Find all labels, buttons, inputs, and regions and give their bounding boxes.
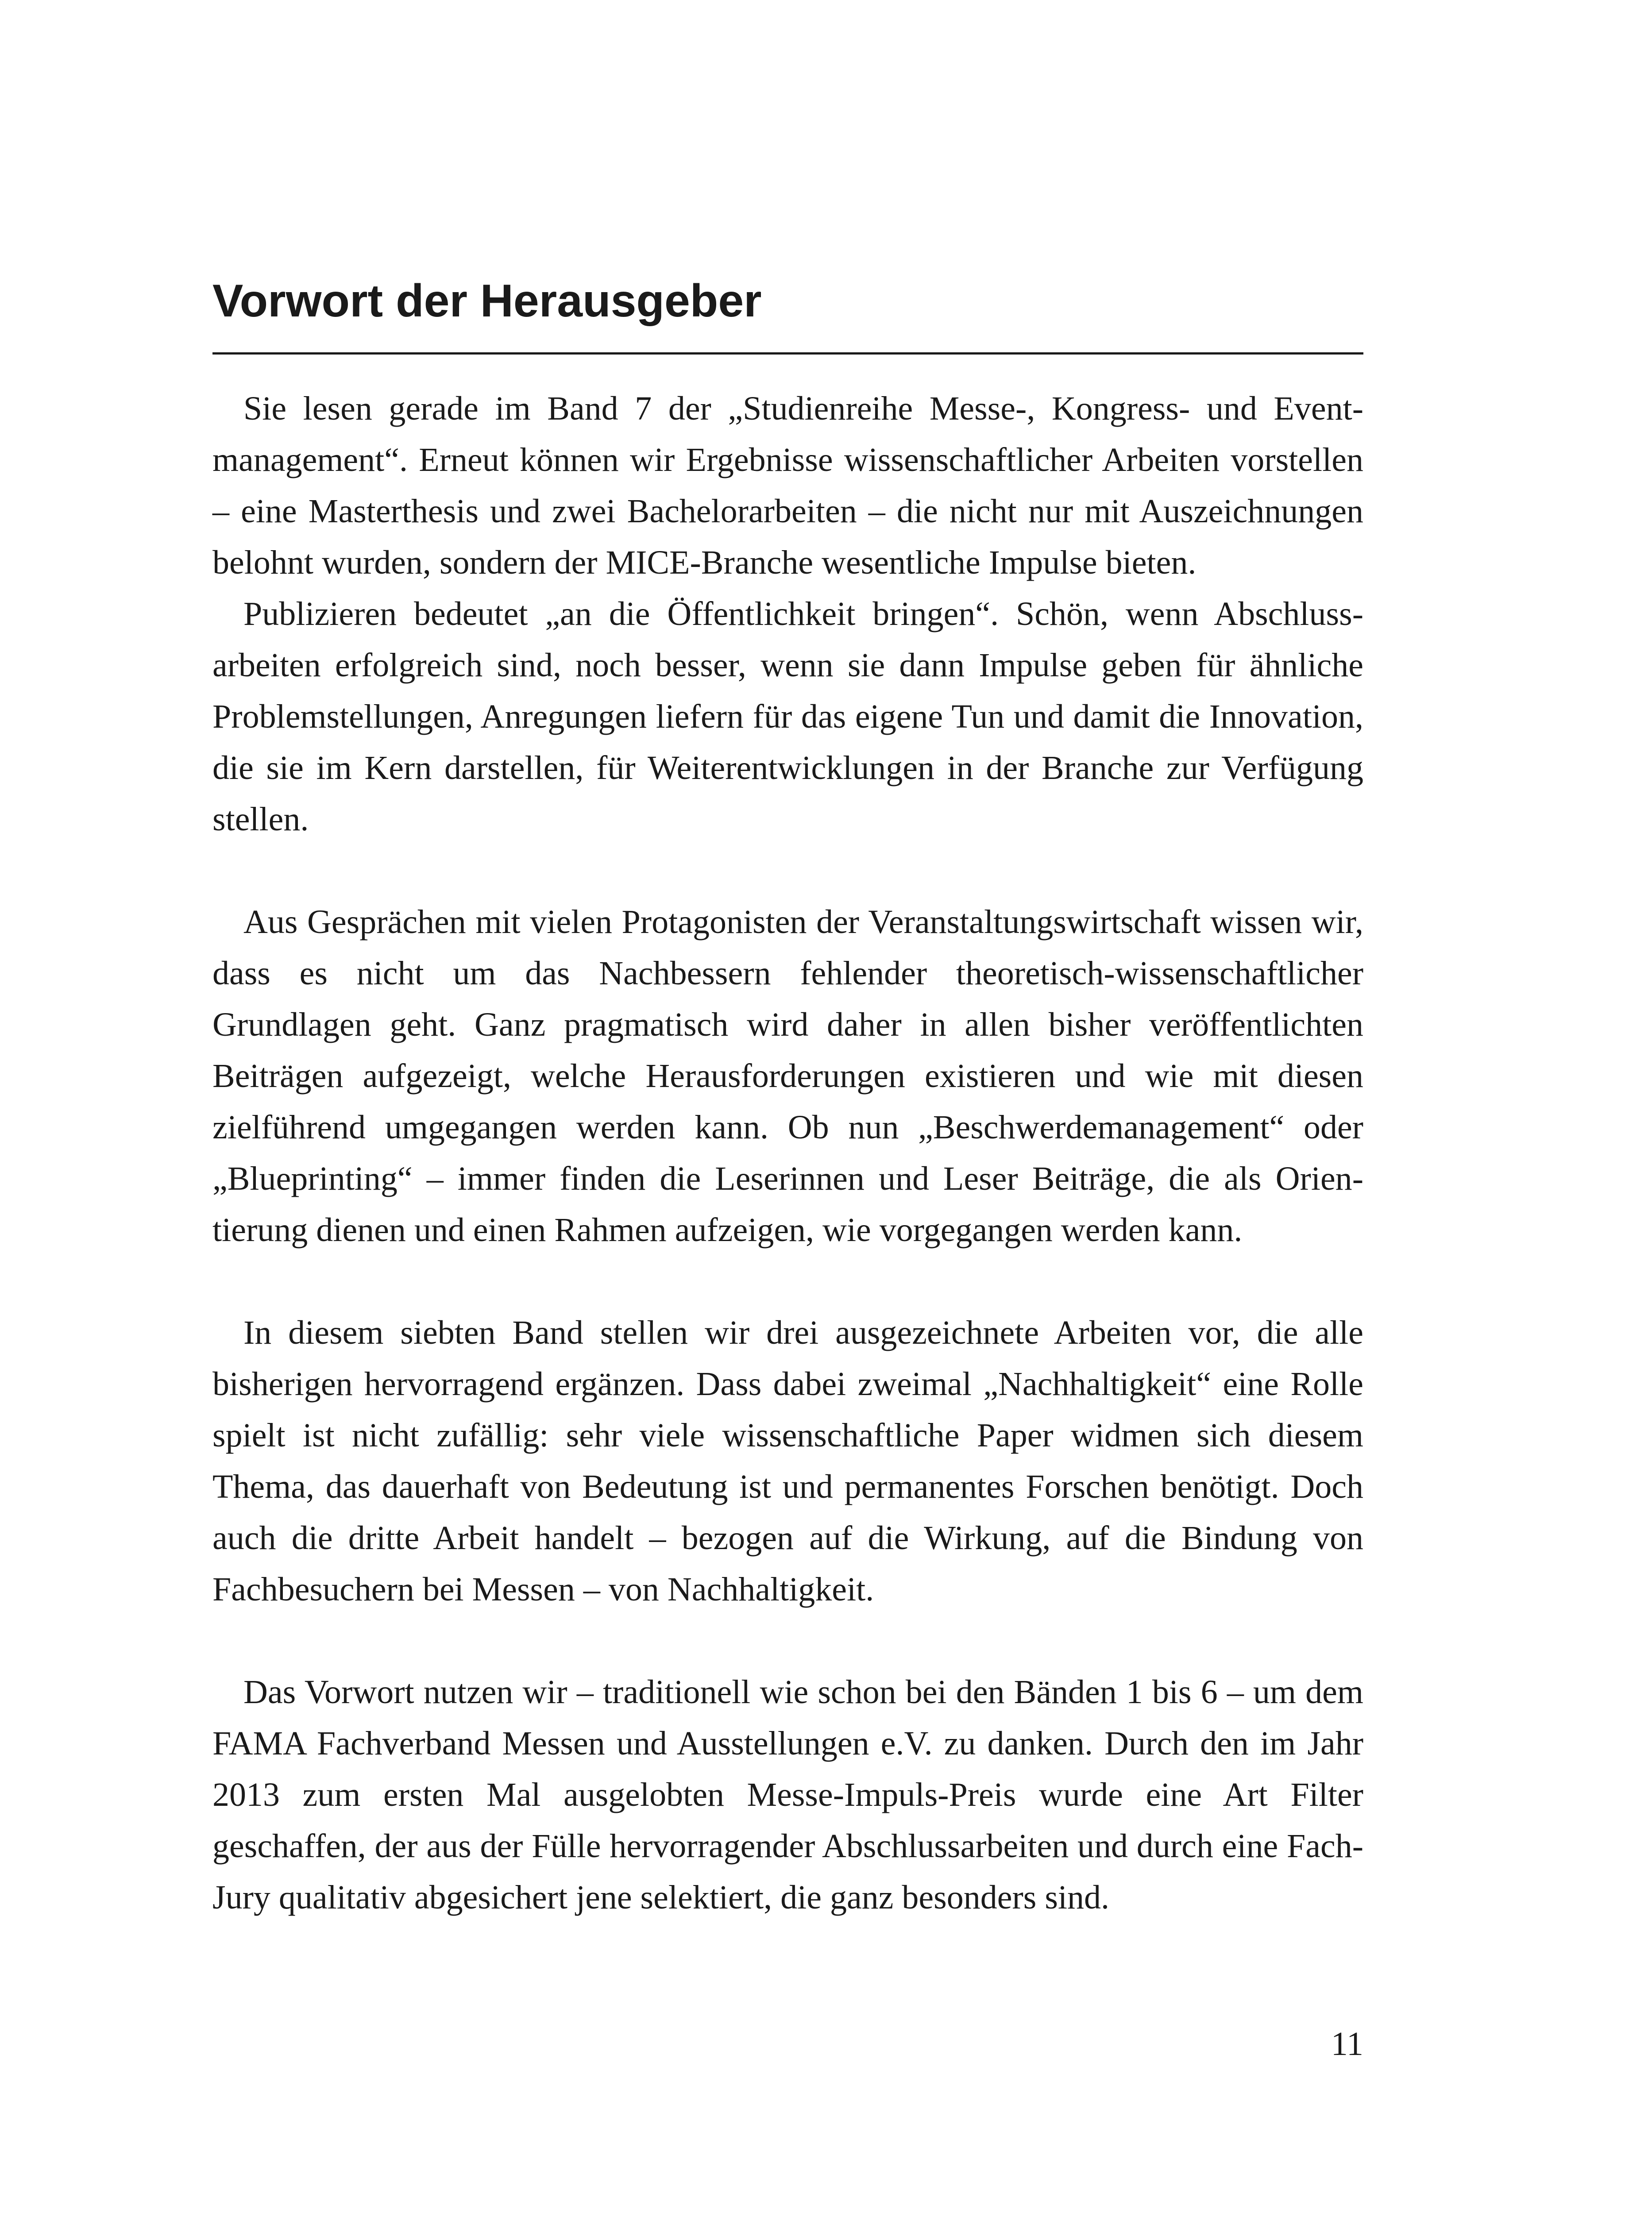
- paragraph-2: Publizieren bedeutet „an die Öffentlichkeit bringen“. Schön, wenn Abschlussarbeiten erfolgreich sind, noch besser, wenn sie dann Impulse geben für ähnliche Problemstellungen, Anregungen liefern für das eigene Tun und damit die Innovation, die sie im Kern darstellen, für Weiterentwicklungen in der Branche zur Verfügung stellen.: [212, 595, 1363, 838]
- page-number: 11: [1331, 2025, 1363, 2063]
- paragraph-1: Sie lesen gerade im Band 7 der „Studienreihe Messe-, Kongress- und Eventmanagement“. Erneut können wir Ergebnisse wissenschaftlicher Arbeiten vorstellen – eine Masterthesis und zwei Bachelorarbeiten – die nicht nur mit Auszeichnungen belohnt wurden, sondern der MICE-Branche wesentliche Impulse bieten.: [212, 390, 1363, 581]
- paragraph-3: Aus Gesprächen mit vielen Protagonisten der Veranstaltungswirtschaft wissen wir, dass es nicht um das Nachbessern fehlender theoretisch-wissenschaftlicher Grundlagen geht. Ganz pragmatisch wird daher in allen bisher veröffentlichten Beiträgen aufgezeigt, welche Herausforderungen existieren und wie mit diesen zielführend umgegangen werden kann. Ob nun „Beschwerdemanagement“ oder „Blueprinting“ – immer finden die Leserinnen und Leser Beiträge, die als Orientierung dienen und einen Rahmen aufzeigen, wie vorgegangen werden kann.: [212, 903, 1363, 1249]
- heading-rule: [212, 352, 1363, 355]
- body-text: [212, 383, 1363, 1923]
- paragraph-spacer: [212, 1615, 1363, 1666]
- paragraph-5: Das Vorwort nutzen wir – traditionell wie schon bei den Bänden 1 bis 6 – um dem FAMA Fachverband Messen und Ausstellungen e.V. zu danken. Durch den im Jahr 2013 zum ersten Mal ausgelobten Messe-Impuls-Preis wurde eine Art Filter geschaffen, der aus der Fülle hervorragender Abschlussarbeiten und durch eine Fach-Jury qualitativ abgesichert jene selektiert, die ganz besonders sind.: [212, 1673, 1363, 1916]
- chapter-heading: Vorwort der Herausgeber: [212, 275, 762, 327]
- paragraph-spacer: [212, 845, 1363, 896]
- paragraph-4: In diesem siebten Band stellen wir drei ausgezeichnete Arbeiten vor, die alle bisherigen hervorragend ergänzen. Dass dabei zweimal „Nachhaltigkeit“ eine Rolle spielt ist nicht zufällig: sehr viele wissenschaftliche Paper widmen sich diesem Thema, das dauerhaft von Bedeutung ist und permanentes Forschen benötigt. Doch auch die dritte Arbeit handelt – bezogen auf die Wirkung, auf die Bindung von Fachbesuchern bei Messen – von Nachhaltigkeit.: [212, 1314, 1363, 1608]
- paragraph-spacer: [212, 1256, 1363, 1307]
